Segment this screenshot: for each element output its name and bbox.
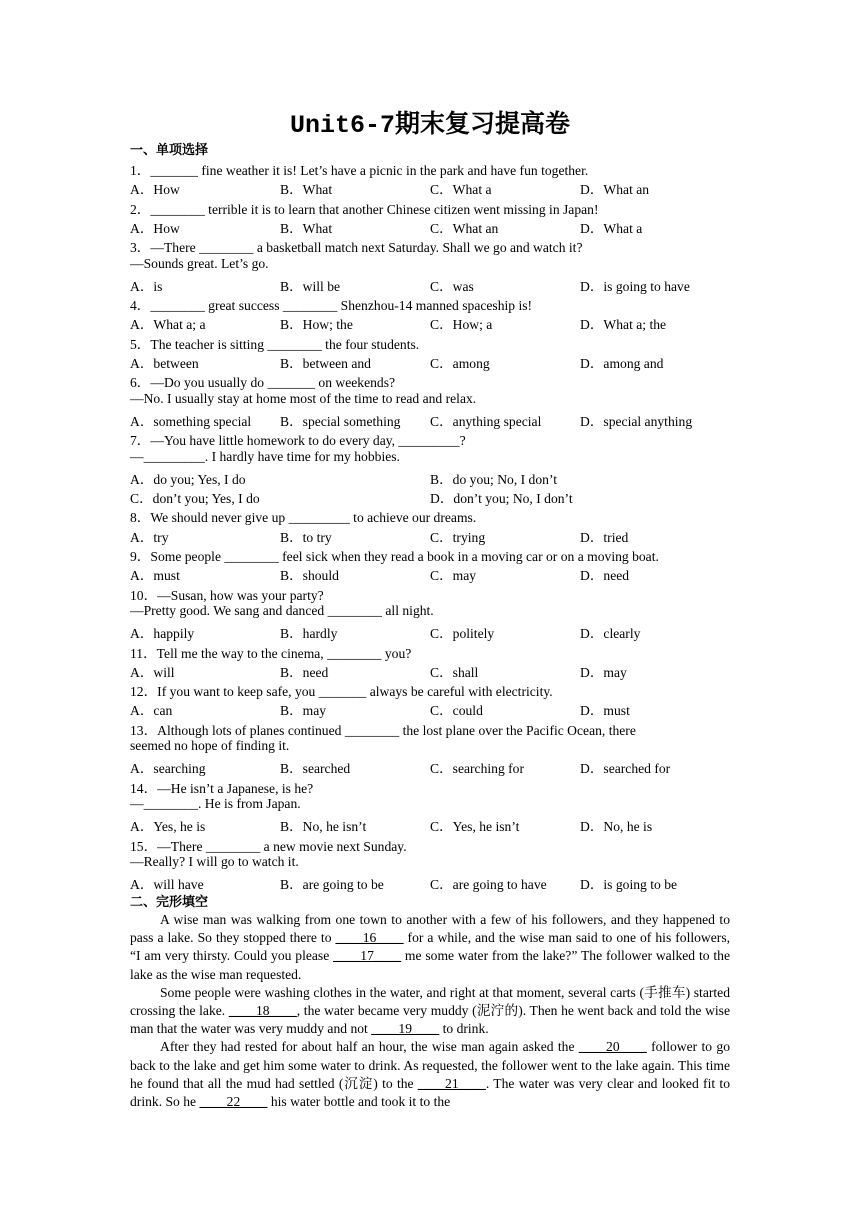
answer-option[interactable]: A．How bbox=[130, 220, 180, 236]
question-stem: 3．—There ________ a basketball match next Saturday. Shall we go and watch it? bbox=[130, 240, 583, 256]
answer-option[interactable]: D．What an bbox=[580, 182, 650, 198]
passage-paragraph bbox=[130, 984, 730, 1039]
answer-option[interactable]: B．between and bbox=[280, 356, 371, 371]
answer-option[interactable]: C．trying bbox=[430, 529, 486, 545]
answer-option[interactable]: B．are going to be bbox=[280, 877, 384, 893]
passage-text: follower to go back to the lake and get him some water to drink. As requested, the follower went to the lake again. This time he found that all the mud had settled (沉淀) to the bbox=[130, 1039, 731, 1091]
cloze-blank[interactable]: ____20____ bbox=[578, 1039, 647, 1055]
question-stem: 8．We should never give up _________ to achieve our dreams. bbox=[130, 510, 477, 526]
answer-option[interactable]: A．must bbox=[130, 568, 180, 584]
answer-option[interactable]: B．should bbox=[280, 568, 339, 584]
answer-option[interactable]: B．to try bbox=[280, 529, 332, 545]
cloze-blank[interactable]: ____18____ bbox=[228, 1003, 297, 1019]
answer-option[interactable]: C．are going to have bbox=[430, 877, 547, 893]
answer-option[interactable]: A．What a; a bbox=[130, 317, 206, 333]
answer-option[interactable]: B．need bbox=[280, 664, 329, 680]
question-stem: 15．—There ________ a new movie next Sunday. bbox=[130, 838, 407, 854]
question-stem: 10．—Susan, how was your party? bbox=[130, 587, 324, 603]
answer-option[interactable]: A．can bbox=[130, 703, 173, 719]
answer-option[interactable]: D．among and bbox=[580, 356, 664, 371]
answer-option[interactable]: B．may bbox=[280, 703, 327, 719]
passage-paragraph bbox=[130, 1038, 730, 1111]
question-stem: 12．If you want to keep safe, you _______ always be careful with electricity. bbox=[130, 684, 553, 700]
question-stem: —Really? I will go to watch it. bbox=[130, 853, 299, 869]
question-stem: —Sounds great. Let’s go. bbox=[130, 255, 269, 271]
answer-option[interactable]: D．What a bbox=[580, 220, 643, 236]
answer-option[interactable]: C．Yes, he isn’t bbox=[430, 819, 520, 835]
answer-option[interactable]: A．something special bbox=[130, 413, 252, 429]
answer-option[interactable]: A．is bbox=[130, 278, 163, 294]
question-stem: 9．Some people ________ feel sick when they read a book in a moving car or on a moving boat. bbox=[130, 549, 659, 564]
passage-text: for a while, and the wise man said to one of his followers, “I am very thirsty. Could you please bbox=[130, 930, 731, 964]
passage-text: A wise man was walking from one town to another with a few of his followers, and they happened to pass a lake. So they stopped there to bbox=[130, 912, 730, 946]
cloze-blank[interactable]: ____17____ bbox=[333, 948, 402, 964]
answer-option[interactable]: A．How bbox=[130, 182, 180, 198]
answer-option[interactable]: C．What a bbox=[430, 182, 492, 198]
question-stem: 7．—You have little homework to do every day, _________? bbox=[130, 433, 466, 449]
cloze-passage bbox=[130, 911, 730, 1111]
answer-option[interactable]: D．must bbox=[580, 703, 630, 719]
answer-option[interactable]: B．will be bbox=[280, 278, 341, 294]
answer-option[interactable]: C．What an bbox=[430, 220, 499, 236]
passage-paragraph bbox=[130, 911, 730, 984]
answer-option[interactable]: C．could bbox=[430, 703, 483, 719]
passage-text: to drink. bbox=[439, 1021, 489, 1037]
question-stem: —No. I usually stay at home most of the time to read and relax. bbox=[130, 390, 477, 406]
answer-option[interactable]: C．anything special bbox=[430, 413, 542, 429]
answer-option[interactable]: C．among bbox=[430, 356, 490, 371]
cloze-blank[interactable]: ____16____ bbox=[335, 930, 404, 946]
answer-option[interactable]: D．is going to have bbox=[580, 278, 690, 294]
question-stem: —________. He is from Japan. bbox=[130, 795, 301, 811]
cloze-blank[interactable]: ____21____ bbox=[417, 1075, 486, 1091]
answer-option[interactable]: A．searching bbox=[130, 761, 206, 777]
answer-option[interactable]: C．shall bbox=[430, 664, 479, 680]
section-heading-cloze: 二、完形填空 bbox=[130, 895, 209, 910]
passage-text: me some water from the lake?” The follower walked to the lake as the wise man requested. bbox=[130, 948, 730, 982]
answer-option[interactable]: B．What bbox=[280, 182, 333, 198]
answer-option[interactable]: B．searched bbox=[280, 761, 351, 777]
question-stem: 11．Tell me the way to the cinema, ________ you? bbox=[130, 645, 412, 661]
passage-text: , the water became very muddy (泥泞的). Then he went back and told the wise man that the water was very muddy and not bbox=[130, 1003, 731, 1037]
question-stem: 13．Although lots of planes continued ________ the lost plane over the Pacific Ocean, there bbox=[130, 722, 636, 738]
passage-text: Some people were washing clothes in the water, and right at that moment, several carts (手推车) started crossing the lake. bbox=[130, 984, 730, 1019]
passage-text: his water bottle and took it to the bbox=[267, 1094, 451, 1110]
answer-option[interactable]: B．hardly bbox=[280, 626, 338, 642]
answer-option[interactable]: D．is going to be bbox=[580, 877, 678, 893]
answer-option[interactable]: A．happily bbox=[130, 626, 195, 642]
answer-option[interactable]: D．special anything bbox=[580, 413, 693, 429]
answer-option[interactable]: D．What a; the bbox=[580, 317, 667, 333]
question-stem: —Pretty good. We sang and danced ________ all night. bbox=[130, 602, 434, 618]
question-stem: seemed no hope of finding it. bbox=[130, 738, 290, 753]
section-heading-single-choice: 一、单项选择 bbox=[130, 143, 209, 158]
answer-option[interactable]: C．don’t you; Yes, I do bbox=[130, 491, 260, 507]
answer-option[interactable]: B．No, he isn’t bbox=[280, 819, 367, 835]
question-stem: 14．—He isn’t a Japanese, is he? bbox=[130, 780, 314, 796]
cloze-blank[interactable]: ____22____ bbox=[199, 1094, 268, 1110]
answer-option[interactable]: B．How; the bbox=[280, 317, 353, 333]
answer-option[interactable]: A．between bbox=[130, 356, 199, 371]
answer-option[interactable]: D．searched for bbox=[580, 761, 671, 777]
answer-option[interactable]: C．was bbox=[430, 278, 474, 294]
answer-option[interactable]: C．politely bbox=[430, 626, 495, 642]
page-title: Unit6-7期末复习提高卷 bbox=[289, 111, 571, 140]
answer-option[interactable]: D．clearly bbox=[580, 626, 641, 642]
passage-text: After they had rested for about half an hour, the wise man again asked the bbox=[160, 1039, 579, 1055]
passage-text: . The water was very clear and looked fit to drink. So he bbox=[130, 1075, 730, 1110]
answer-option[interactable]: D．don’t you; No, I don’t bbox=[430, 491, 573, 507]
answer-option[interactable]: A．try bbox=[130, 529, 169, 545]
question-stem: 5．The teacher is sitting ________ the four students. bbox=[130, 336, 420, 352]
answer-option[interactable]: A．Yes, he is bbox=[130, 819, 206, 835]
question-stem: 6．—Do you usually do _______ on weekends? bbox=[130, 375, 396, 391]
answer-option[interactable]: B．do you; No, I don’t bbox=[430, 471, 558, 487]
question-stem: 4．________ great success ________ Shenzhou-14 manned spaceship is! bbox=[130, 298, 533, 314]
answer-option[interactable]: A．do you; Yes, I do bbox=[130, 471, 246, 487]
answer-option[interactable]: C．searching for bbox=[430, 761, 524, 777]
answer-option[interactable]: D．No, he is bbox=[580, 819, 653, 835]
cloze-blank[interactable]: ____19____ bbox=[371, 1021, 440, 1037]
answer-option[interactable]: C．may bbox=[430, 568, 477, 584]
question-stem: —_________. I hardly have time for my hobbies. bbox=[130, 448, 400, 464]
answer-option[interactable]: D．tried bbox=[580, 529, 629, 545]
answer-option[interactable]: B．What bbox=[280, 220, 333, 236]
question-stem: 1．_______ fine weather it is! Let’s have a picnic in the park and have fun together. bbox=[130, 163, 589, 178]
answer-option[interactable]: A．will have bbox=[130, 877, 204, 893]
answer-option[interactable]: D．need bbox=[580, 568, 630, 584]
answer-option[interactable]: A．will bbox=[130, 664, 175, 680]
answer-option[interactable]: B．special something bbox=[280, 413, 401, 429]
answer-option[interactable]: C．How; a bbox=[430, 317, 493, 333]
question-stem: 2．________ terrible it is to learn that another Chinese citizen went missing in Japan! bbox=[130, 201, 599, 217]
answer-option[interactable]: D．may bbox=[580, 664, 627, 680]
